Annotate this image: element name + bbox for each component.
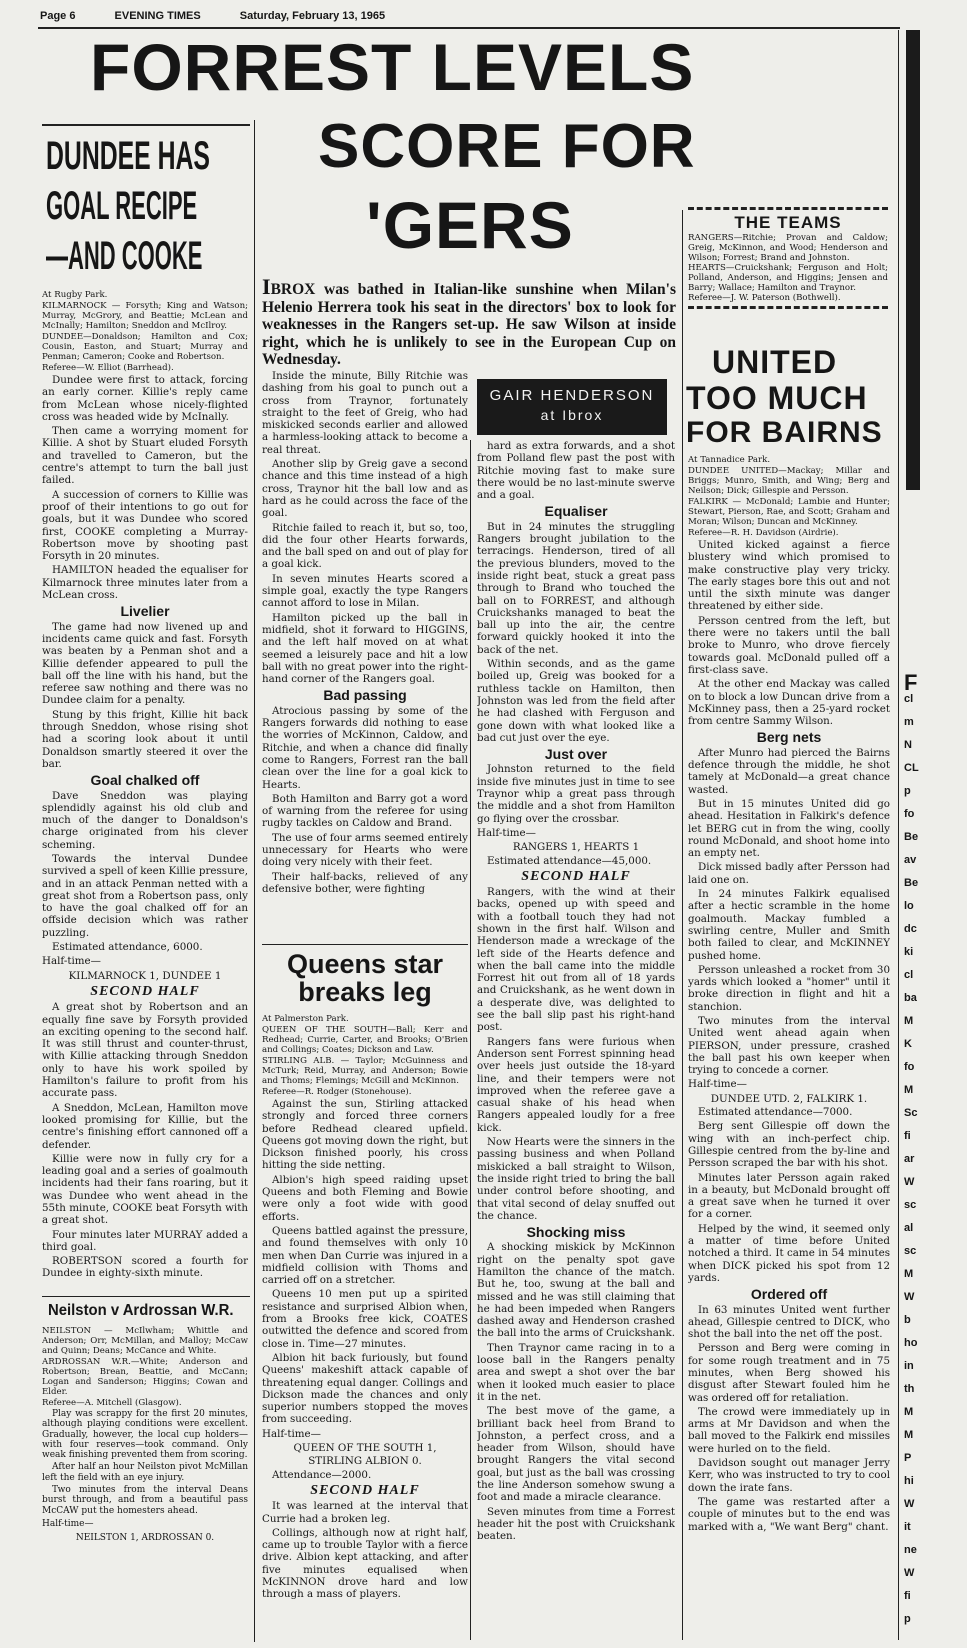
article-paragraph: Collings, although now at right half, came up to trouble Taylor with a fierce drive. Albion kept attacking, and after five minutes equalised when McKINNON drove hard and low through a mass of players. — [262, 1526, 468, 1601]
edge-fragment: b — [904, 1314, 911, 1326]
article-paragraph: Minutes later Persson again raked in a beauty, but McDonald brought off a great save when he turned it over for a corner. — [688, 1171, 890, 1221]
article-paragraph: Albion hit back furiously, but found Queens' makeshift attack capable of threatening equal danger. Collings and Dickson made the chances and only superior numbers stopped the moves from succeeding. — [262, 1351, 468, 1426]
column-rule-2 — [682, 210, 683, 1640]
column-rule-1 — [254, 120, 255, 1642]
dundee-headline-line-3: —AND COOKE — [46, 234, 203, 278]
main-headline-line-1: FORREST LEVELS — [90, 30, 695, 104]
article-paragraph: The use of four arms seemed entirely unnecessary for Hearts who were doing very nicely with their feet. — [262, 831, 468, 869]
edge-fragment: W — [904, 1498, 915, 1510]
article-paragraph: Albion's high speed raiding upset Queens and both Fleming and Bowie were only a foot wide with good efforts. — [262, 1173, 468, 1223]
teams-bottom-rule — [688, 306, 888, 309]
article-paragraph: Seven minutes from time a Forrest header hit the post with Cruickshank beaten. — [477, 1505, 675, 1543]
dundee-top-rule — [42, 124, 250, 126]
article-paragraph: Ritchie failed to reach it, but so, too, did the four other Hearts forwards, and the ball sped on and out of play for a goal kick. — [262, 521, 468, 571]
article-paragraph: Two minutes from the interval United went ahead again when PIERSON, under pressure, crashed the ball past his own keeper when trying to concede a corner. — [688, 1014, 890, 1077]
article-paragraph: In seven minutes Hearts scored a simple goal, exactly the type Rangers cannot afford to lose in Milan. — [262, 572, 468, 610]
falkirk-team: FALKIRK — McDonald; Lambie and Hunter; Stewart, Pierson, Rae, and Scott; Graham and Moran; Wilson; Duncan and McKinney. — [688, 497, 890, 527]
teams-hearts: HEARTS—Cruickshank; Ferguson and Holt; Polland, Anderson, and Higgins; Jensen and Barry; Wallace; Hamilton and Traynor. — [688, 263, 888, 293]
subhead-queens-second-half: SECOND HALF — [310, 1482, 420, 1498]
edge-fragment: W — [904, 1567, 915, 1579]
edge-fragment: ar — [904, 1153, 915, 1165]
article-paragraph: Atrocious passing by some of the Rangers forwards did nothing to ease the worries of McKinnon, Caldow, and Ritchie, and when a chance did finally come to Rangers, Forrest ran the ball clean over the line for a goal kick to Hearts. — [262, 704, 468, 791]
subhead-goal-chalked-off: Goal chalked off — [90, 772, 200, 789]
article-paragraph: Hamilton picked up the ball in midfield, shot it forward to HIGGINS, and the left half moved on at what seemed a leisurely pace and hit a low ball with no great power into the right-hand corner of the Rangers goal. — [262, 611, 468, 686]
main-story-column-2 — [477, 440, 675, 1640]
article-paragraph: Dave Sneddon was playing splendidly against his old club and much of the danger to Donaldson's charge originated from his clever scheming. — [42, 789, 248, 851]
queens-halftime-score-1: QUEEN OF THE SOUTH 1, — [293, 1442, 437, 1455]
teams-referee: Referee—J. W. Paterson (Bothwell). — [688, 293, 841, 303]
article-paragraph: Two minutes from the interval Deans burst through, and from a beautiful pass McCAW put the homesters ahead. — [42, 1485, 248, 1516]
main-headline-line-3: 'GERS — [366, 188, 574, 262]
article-paragraph: A great shot by Robertson and an equally fine save by Forsyth provided an exciting opening to the second half. It was still thrust and counter-thrust, with Killie attacking through Sneddon only to have his work spoiled by Hamilton's failure to profit from his accurate pass. — [42, 1001, 248, 1100]
article-paragraph: Johnston returned to the field inside five minutes just in time to see Traynor whip a great pass through the middle and a shot from Hamilton go flying over the crossbar. — [477, 763, 675, 825]
edge-fragment: fo — [904, 1061, 915, 1073]
edge-fragment: Be — [904, 831, 919, 843]
queens-rule — [262, 944, 468, 945]
article-paragraph: HAMILTON headed the equaliser for Kilmarnock three minutes later from a McLean cross. — [42, 564, 248, 602]
edge-fragment: ba — [904, 992, 917, 1004]
united-halftime-score: DUNDEE UTD. 2, FALKIRK 1. — [710, 1092, 868, 1105]
article-paragraph: Both Hamilton and Barry got a word of warning from the referee for using rugby tackles on Caldow and Brand. — [262, 792, 468, 830]
edge-fragment: ho — [904, 1337, 918, 1349]
article-paragraph: Now Hearts were the sinners in the passing business and when Polland miskicked a ball straight to Wilson, the inside right tried to bring the ball under control before shooting, and that vital second of delay snuffed out the chance. — [477, 1136, 675, 1222]
subhead-shocking-miss: Shocking miss — [526, 1224, 626, 1241]
article-paragraph: Berg sent Gillespie off down the wing with an inch-perfect chip. Gillespie centred from the by-line and Persson scraped the bar with his shot. — [688, 1120, 890, 1170]
article-paragraph: Dick missed badly after Persson had laid one on. — [688, 861, 890, 886]
edge-fragment: M — [904, 1406, 914, 1418]
united-headline-line-1: UNITED — [712, 344, 838, 380]
subhead-equaliser: Equaliser — [544, 503, 608, 520]
edge-fragment: W — [904, 1176, 915, 1188]
dundee-halftime-label: Half-time— — [42, 955, 101, 968]
article-paragraph: At the other end Mackay was called on to block a low Duncan drive from a McKinney pass, then a 25-yard rocket from centre Sammy Wilson. — [688, 678, 890, 728]
neilston-halftime-label: Half-time— — [42, 1518, 94, 1529]
article-paragraph: A Sneddon, McLean, Hamilton move looked promising for Killie, but the centre's finishing effort cannoned off a defender. — [42, 1101, 248, 1151]
teams-rangers: RANGERS—Ritchie; Provan and Caldow; Greig, McKinnon, and Wood; Henderson and Wilson; Forrest; Brand and Johnston. — [688, 233, 888, 263]
edge-fragment: p — [904, 1613, 911, 1625]
article-paragraph: After half an hour Neilston pivot McMillan left the field with an eye injury. — [42, 1462, 248, 1483]
article-paragraph: Killie were now in fully cry for a leading goal and a series of goalmouth incidents had their fans roaring, but it was Dundee who went ahead in the 55th minute, COOKE beat Forsyth with a great shot. — [42, 1152, 248, 1227]
edge-fragment: in — [904, 1360, 914, 1372]
neilston-referee: Referee—A. Mitchell (Glasgow). — [42, 1398, 182, 1408]
page-number: Page 6 — [40, 10, 76, 22]
byline-box — [477, 379, 667, 435]
article-paragraph: Davidson sought out manager Jerry Kerr, who was instructed to try to cool down the irate fans. — [688, 1457, 890, 1494]
dundee-venue: At Rugby Park. — [42, 290, 108, 300]
edge-fragment: M — [904, 1268, 914, 1280]
article-paragraph: Stung by this fright, Killie hit back through Sneddon, whose rising shot had a scoring look about it until Donaldson smartly steered it over the bar. — [42, 708, 248, 770]
article-paragraph: Within seconds, and as the game boiled up, Greig was booked for a ruthless tackle on Hamilton, then Johnston was led from the field after he had clashed with Ferguson and gone down with what looked like a bad cut just over the eye. — [477, 658, 675, 744]
article-paragraph: Another slip by Greig gave a second chance and this time instead of a high cross, Traynor hit the ball low and as hard as he could across the face of the goal. — [262, 458, 468, 520]
article-paragraph: Their half-backs, relieved of any defensive bother, were fighting — [262, 870, 468, 895]
subhead-bad-passing: Bad passing — [323, 687, 407, 704]
byline-place: at Ibrox — [540, 407, 604, 423]
dundee-halftime-score: KILMARNOCK 1, DUNDEE 1 — [68, 969, 222, 982]
article-paragraph: ROBERTSON scored a fourth for Dundee in eighty-sixth minute. — [42, 1255, 248, 1280]
article-paragraph: Then came a worrying moment for Killie. A shot by Stuart eluded Forsyth and travelled to Cameron, but the centre's attempt to turn the ball just failed. — [42, 425, 248, 487]
article-paragraph: Rangers fans were furious when Anderson sent Forrest spinning head over heels just outside the 18-yard line, and their tempers were not improved when the referee gave a casual shake of his head when Rangers appealed loudly for a free kick. — [477, 1035, 675, 1134]
edge-fragment: K — [904, 1038, 912, 1050]
edge-fragment: av — [904, 854, 917, 866]
main-headline-line-2: SCORE FOR — [318, 112, 696, 181]
neilston-halftime-score: NEILSTON 1, ARDROSSAN 0. — [75, 1533, 215, 1544]
byline-name: GAIR HENDERSON — [489, 387, 655, 404]
edge-fragment: fi — [904, 1130, 911, 1142]
subhead-dundee-second-half: SECOND HALF — [90, 983, 200, 999]
neilston-team: NEILSTON — McIlwham; Whittle and Anderson; Orr, McMillan, and Malloy; McCaw and Quinn; Deans; McCance and White. — [42, 1326, 248, 1356]
united-headline-line-2: TOO MUCH — [686, 380, 868, 416]
article-paragraph: The game was restarted after a couple of minutes but to the end was marked with a, "We want Berg" chant. — [688, 1495, 890, 1533]
subhead-berg-nets: Berg nets — [756, 729, 822, 746]
article-paragraph: After Munro had pierced the Bairns defence through the middle, he shot tamely at McDonald—a great chance wasted. — [688, 746, 890, 796]
subhead-livelier: Livelier — [120, 603, 170, 620]
article-paragraph: Persson and Berg were coming in for some rough treatment and in 75 minutes, when Berg showed his disgust after Stewart fouled him he was ordered off for retaliation. — [688, 1342, 890, 1404]
edge-fragment: ki — [904, 946, 914, 958]
article-paragraph: A shocking miskick by McKinnon right on the penalty spot gave Hamilton the chance of the match. But he, too, swung at the ball and missed and he was still claiming that he had been impeded when Rangers dashed away and Henderson crashed the ball into the arms of Cruickshank. — [477, 1241, 675, 1340]
dundee-referee: Referee—W. Elliot (Barrhead). — [42, 363, 174, 373]
masthead-rule — [38, 27, 900, 29]
queens-halftime-score-2: STIRLING ALBION 0. — [308, 1455, 422, 1468]
united-headline-line-3: FOR BAIRNS — [686, 416, 883, 449]
article-paragraph: United kicked against a fierce blustery wind which promised to make constructive play very tricky. The early stages bore this out and not until the sixth minute was danger threatened by either side. — [688, 539, 890, 613]
queens-halftime-label: Half-time— — [262, 1427, 321, 1440]
issue-date: Saturday, February 13, 1965 — [239, 10, 386, 22]
queens-venue: At Palmerston Park. — [262, 1014, 349, 1024]
main-story-column-1 — [262, 370, 468, 940]
edge-fragment: p — [904, 785, 911, 797]
kilmarnock-team: KILMARNOCK — Forsyth; King and Watson; Murray, McGrory, and Beattie; McLean and McInally; Hamilton; Sneddon and McIlroy. — [42, 301, 248, 331]
dundee-story — [42, 290, 248, 1292]
edge-fragment: ne — [904, 1544, 917, 1556]
subhead-ordered-off: Ordered off — [750, 1286, 828, 1303]
edge-fragment: fi — [904, 1590, 911, 1602]
drop-cap: I — [262, 274, 271, 299]
dundee-headline-line-1: DUNDEE HAS — [46, 134, 210, 178]
article-paragraph: A succession of corners to Killie was proof of their intentions to go out for goals, but it was Dundee who scored first, COOKE completing a Murray-Robertson move by shooting past Forsyth in 20 minutes. — [42, 488, 248, 563]
article-paragraph: In 24 minutes Falkirk equalised after a hectic scramble in the home goalmouth. Mackay fumbled a swirling centre, Muller and Smith both failed to clear, and McKINNEY pushed home. — [688, 888, 890, 962]
article-paragraph: The crowd were immediately up in arms at Mr Davidson and when the ball moved to the Falkirk end missiles were hurled on to the field. — [688, 1405, 890, 1455]
edge-fragment: M — [904, 1429, 914, 1441]
dundee-headline-line-2: GOAL RECIPE — [46, 184, 198, 228]
edge-fragment: al — [904, 1222, 914, 1234]
edge-fragment: P — [904, 1452, 912, 1464]
main-attendance: Estimated attendance—45,000. — [487, 854, 652, 867]
qos-team: QUEEN OF THE SOUTH—Ball; Kerr and Redhead; Currie, Carter, and Brooks; O'Brien and Collings; Coates; Dickson and Law. — [262, 1025, 468, 1055]
neilston-headline: Neilston v Ardrossan W.R. — [48, 1302, 234, 1319]
edge-fragment: it — [904, 1521, 911, 1533]
ardrossan-team: ARDROSSAN W.R.—White; Anderson and Robertson; Brean, Beattie, and McCann; Logan and Sanderson; Higgins; Cowan and Elder. — [42, 1357, 248, 1397]
edge-fragment: fo — [904, 808, 915, 820]
subhead-second-half: SECOND HALF — [521, 868, 631, 884]
edge-fragment: W — [904, 1291, 915, 1303]
article-paragraph: Against the sun, Stirling attacked strongly and forced three corners before Redhead cleared upfield. Queens got moving down the right, but Dickson finished poorly, his cross hitting the side netting. — [262, 1098, 468, 1172]
united-venue: At Tannadice Park. — [688, 455, 771, 465]
edge-fragment: Be — [904, 877, 919, 889]
edge-fragment: sc — [904, 1245, 917, 1257]
teams-top-rule — [688, 207, 888, 210]
article-paragraph: The best move of the game, a brilliant back heel from Brand to Johnston, a perfect cross, and a header from Wilson, should have brought Rangers the vital second goal, but just as the ball was crossing the line Anderson somehow swung a foot and made a miracle clearance. — [477, 1405, 675, 1504]
edge-fragment: Sc — [904, 1107, 918, 1119]
page-edge-shadow — [906, 30, 920, 490]
edge-fragment: m — [904, 716, 914, 728]
main-halftime-label: Half-time— — [477, 826, 536, 839]
article-paragraph: Then Traynor came racing in to a loose ball in the Rangers penalty area and swept a shot over the bar when it looked much easier to place it in the net. — [477, 1341, 675, 1403]
lead-paragraph — [262, 274, 676, 369]
article-paragraph: Towards the interval Dundee survived a spell of keen Killie pressure, and in an attack Penman netted with a great shot from a Robertson pass, only to have the goal chalked off for an offside decision which was rather puzzling. — [42, 852, 248, 939]
united-story — [688, 455, 890, 1640]
article-paragraph: In 63 minutes United went further ahead, Gillespie centred to DICK, who shot the ball into the net off the post. — [688, 1303, 890, 1341]
dundee-attendance: Estimated attendance, 6000. — [52, 941, 203, 954]
article-paragraph: hard as extra forwards, and a shot from Polland flew past the post with Ritchie moving fast to make sure there would be no last-minute swerve and a goal. — [477, 440, 675, 502]
article-paragraph: The game had now livened up and incidents came quick and fast. Forsyth was beaten by a Penman shot and a Killie defender appeared to pull the ball off the line with his hand, but the referee saw nothing and there was no Dundee claim for a penalty. — [42, 620, 248, 707]
article-paragraph: Queens 10 men put up a spirited resistance and surprised Albion when, from a Brooks free kick, COATES outwitted the defence and scored from close in. Time—27 minutes. — [262, 1288, 468, 1350]
article-paragraph: Four minutes later MURRAY added a third goal. — [42, 1228, 248, 1253]
article-paragraph: Inside the minute, Billy Ritchie was dashing from his goal to punch out a cross from Traynor, fortunately straight to the feet of Greig, who had miskicked seconds earlier and allowed a harmless-looking attack to become a real threat. — [262, 370, 468, 456]
column-rule-3 — [470, 440, 471, 1640]
article-paragraph: Rangers, with the wind at their backs, opened up with speed and with a football touch they had not shown in the first half. Wilson and Henderson made a wreckage of the left side of the Hearts defence and when the ball came into the middle Forrest hit out from all of 18 yards and Cruickshank, as he went down in a desperate dive, was delighted to see the ball slip past his right-hand post. — [477, 886, 675, 1034]
teams-box — [688, 204, 888, 312]
united-team: DUNDEE UNITED—Mackay; Millar and Briggs; Munro, Smith, and Wing; Berg and Neilson; Dick; Gillespie and Persson. — [688, 466, 890, 496]
queens-story — [262, 1014, 468, 1640]
main-halftime-score: RANGERS 1, HEARTS 1 — [512, 841, 640, 854]
united-referee: Referee—R. H. Davidson (Airdrie). — [688, 528, 839, 538]
edge-fragment: lo — [904, 900, 914, 912]
neilston-story — [42, 1326, 248, 1640]
article-paragraph: Persson unleashed a rocket from 30 yards which looked a "homer" until it broke direction in flight and hit a stanchion. — [688, 963, 890, 1013]
edge-fragment: cl — [904, 969, 914, 981]
edge-fragment: hi — [904, 1475, 914, 1487]
article-paragraph: Queens battled against the pressure, and found themselves with only 10 men when Dan Currie was injured in a midfield collision with Thoms and carried off on a stretcher. — [262, 1224, 468, 1287]
queens-attendance: Attendance—2000. — [272, 1468, 372, 1481]
edge-fragment: F — [904, 670, 918, 695]
article-paragraph: Helped by the wind, it seemed only a matter of time before United notched a third. It came in 54 minutes when DICK picked his spot from 12 yards. — [688, 1222, 890, 1284]
edge-fragment: th — [904, 1383, 915, 1395]
article-paragraph: Play was scrappy for the first 20 minutes, although playing conditions were excellent. Gradually, however, the local cup holders—with four reserves—took command. Only weak finishing prevented them from scoring. — [42, 1409, 248, 1461]
united-halftime-label: Half-time— — [688, 1078, 747, 1091]
article-paragraph: Persson centred from the left, but there were no takers until the ball broke to Munro, who drove fiercely towards goal. McDonald pulled off a first-class save. — [688, 614, 890, 676]
paper-name: EVENING TIMES — [114, 10, 201, 22]
stirling-team: STIRLING ALB. — Taylor; McGuinness and McTurk; Reid, Murray, and Anderson; Bowie and Thoms; Flemings; McGill and McKinnon. — [262, 1056, 468, 1086]
lead-text: BROX was bathed in Italian-like sunshine when Milan's Helenio Herrera took his seat in the directors' box to look for weaknesses in the Rangers set-up. He saw Wilson at inside right, which he is unlikely to see in the European Cup on Wednesday. — [262, 281, 676, 368]
page-edge-rule — [898, 30, 899, 1640]
masthead — [40, 10, 920, 26]
queens-headline-line-2: breaks leg — [298, 977, 432, 1008]
edge-fragment: dc — [904, 923, 917, 935]
united-attendance: Estimated attendance—7000. — [698, 1106, 853, 1119]
article-paragraph: But in 24 minutes the struggling Rangers brought jubilation to the terracings. Henderson, tired of all the previous blunders, moved to the inside right beat, stuck a great pass through to Brand who touched the ball on to FORREST, and although Cruickshanks managed to beat the ball up into the air, the centre forward quickly hooked it into the back of the net. — [477, 520, 675, 656]
article-paragraph: Dundee were first to attack, forcing an early corner. Killie's reply came from McLean whose nicely-flighted cross was headed wide by McInally. — [42, 374, 248, 423]
queens-headline — [262, 950, 468, 1007]
edge-fragment: sc — [904, 1199, 917, 1211]
neilston-rule — [42, 1296, 250, 1297]
edge-fragment: N — [904, 739, 912, 751]
subhead-just-over: Just over — [544, 746, 608, 763]
dundee-team: DUNDEE—Donaldson; Hamilton and Cox; Cousin, Easton, and Stuart; Murray and Penman; Cameron; Cooke and Robertson. — [42, 332, 248, 362]
edge-fragment: M — [904, 1015, 914, 1027]
edge-fragment: cl — [904, 693, 914, 705]
teams-title: THE TEAMS — [734, 213, 842, 232]
queens-headline-line-1: Queens star — [286, 949, 444, 979]
queens-referee: Referee—R. Rodger (Stonehouse). — [262, 1087, 412, 1097]
article-paragraph: It was learned at the interval that Currie had a broken leg. — [262, 1500, 468, 1525]
article-paragraph: But in 15 minutes United did go ahead. Hesitation in Falkirk's defence let BERG cut in from the wing, coolly round McDonald, and shoot home into an empty net. — [688, 797, 890, 860]
edge-fragment: M — [904, 1084, 914, 1096]
edge-fragment: CL — [904, 762, 919, 774]
